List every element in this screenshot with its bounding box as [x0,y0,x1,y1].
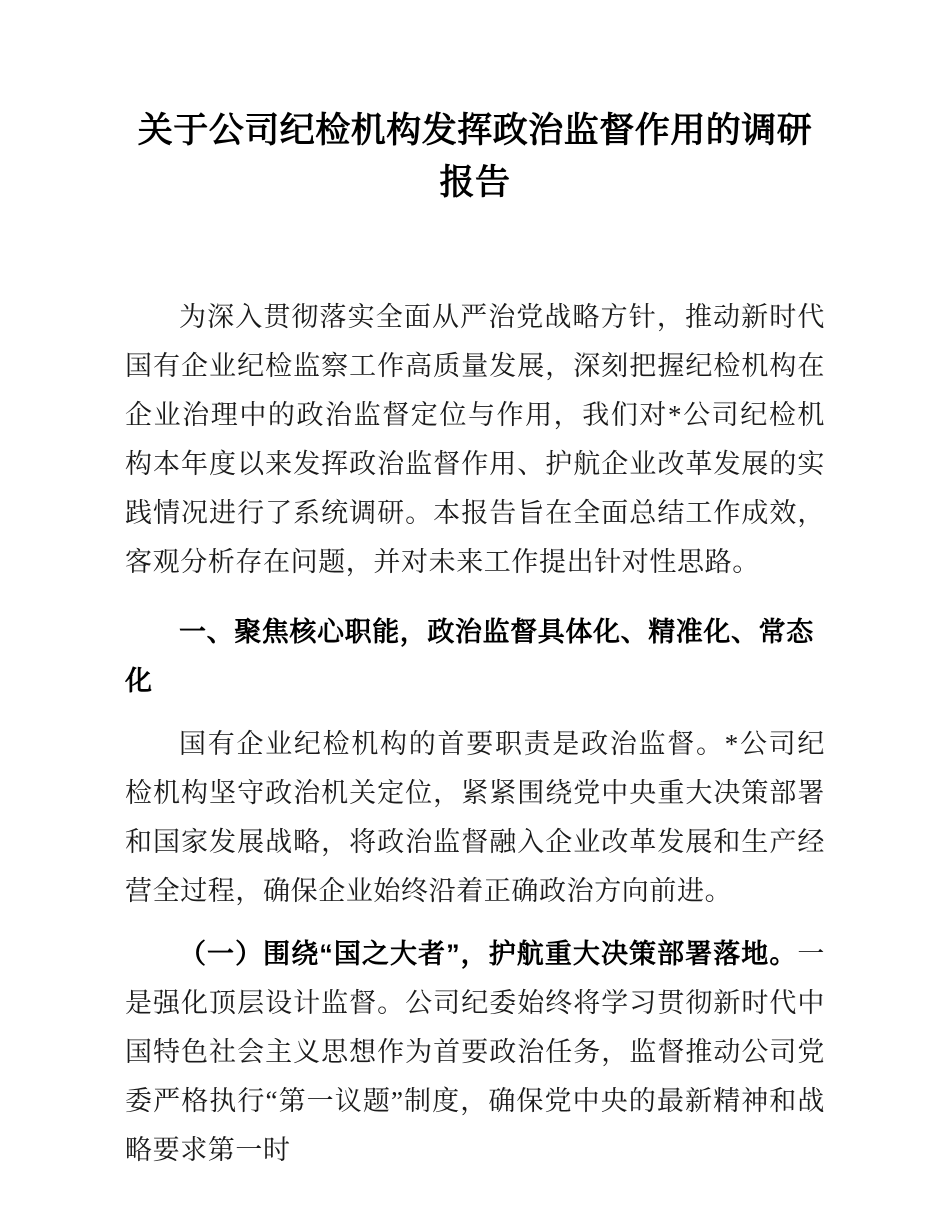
paragraph-intro: 为深入贯彻落实全面从严治党战略方针，推动新时代国有企业纪检监察工作高质量发展，深刻把握纪检机构在企业治理中的政治监督定位与作用，我们对*公司纪检机构本年度以来发挥政治监督作用、护航企业改革发展的实践情况进行了系统调研。本报告旨在全面总结工作成效，客观分析存在问题，并对未来工作提出针对性思路。 [125,302,825,577]
section-heading-one: 一、聚焦核心职能，政治监督具体化、精准化、常态化 [125,617,814,696]
document-body [125,0,825,1175]
title-spacer [125,209,825,293]
subsection-lead-in: （一）围绕“国之大者”，护航重大决策部署落地。 [179,939,798,969]
paragraph-subsection-one [125,930,825,1175]
paragraph-section-one-intro: 国有企业纪检机构的首要职责是政治监督。*公司纪检机构坚守政治机关定位，紧紧围绕党中央重大决策部署和国家发展战略，将政治监督融入企业改革发展和生产经营全过程，确保企业始终沿着正确政治方向前进。 [125,729,825,906]
page-title: 关于公司纪检机构发挥政治监督作用的调研报告 [137,111,813,202]
subsection-body-text: 一是强化顶层设计监督。公司纪委始终将学习贯彻新时代中国特色社会主义思想作为首要政治任务，监督推动公司党委严格执行“第一议题”制度，确保党中央的最新精神和战略要求第一时 [125,939,825,1165]
paragraph-spacer [125,916,825,930]
